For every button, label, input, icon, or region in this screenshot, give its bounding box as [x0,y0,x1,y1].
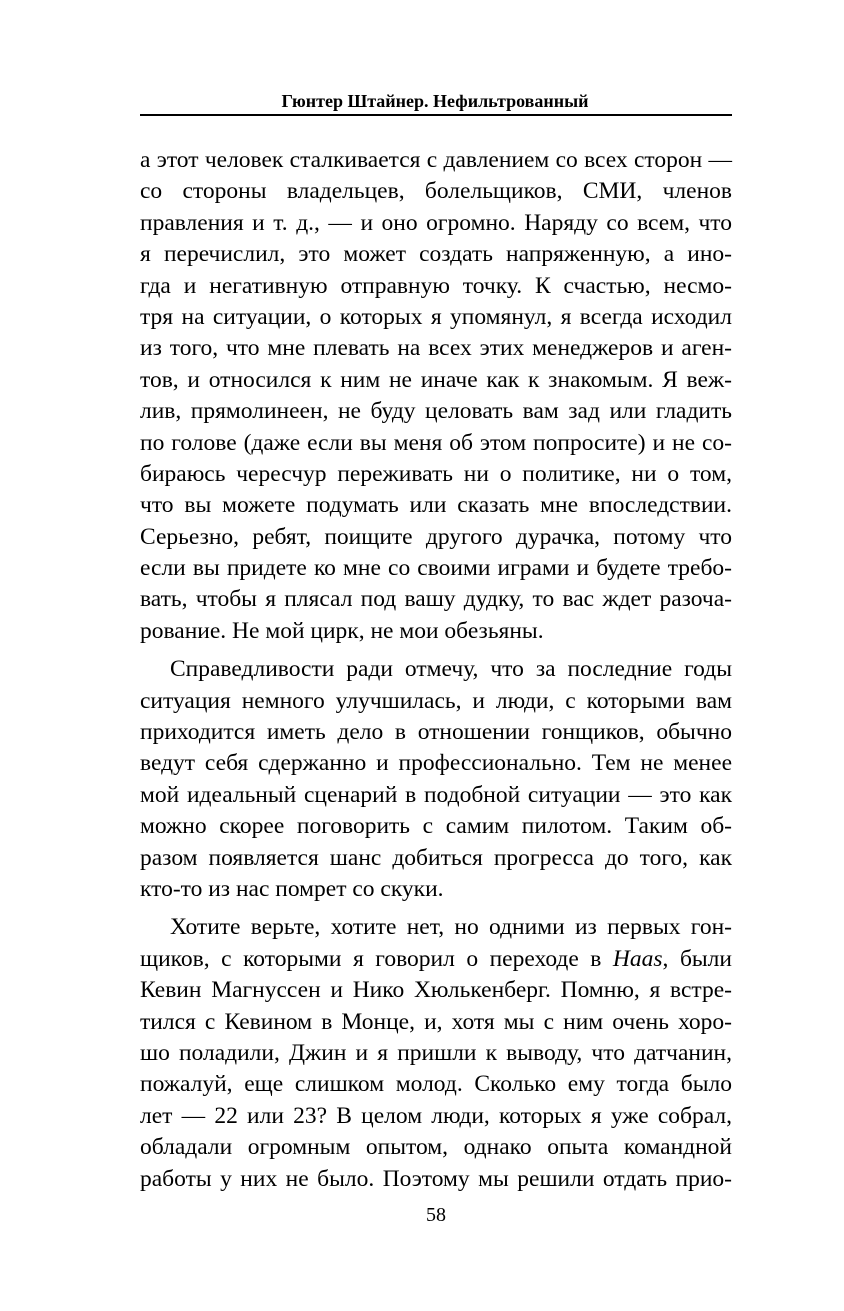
text-segment: щиков, с которыми я говорил о переходе в [140,945,613,972]
text-line: тов, и относился к ним не иначе как к знакомым. Я веж- [140,366,732,393]
text-line: приходится иметь дело в отношении гонщиков, обычно [140,719,732,746]
text-line: я перечислил, это может создать напряженную, а ино- [140,241,732,268]
text-line: если вы придете ко мне со своими играми и будете требо- [140,555,732,582]
text-line: тился с Кевином в Монце, и, хотя мы с ним очень хоро- [140,1008,732,1035]
paragraph-3 [140,912,732,1195]
text-line: что вы можете подумать или сказать мне впоследствии. [140,492,732,519]
text-line: мой идеальный сценарий в подобной ситуации — это как [140,781,732,808]
team-name-italic: Haas [612,945,663,972]
text-line: а этот человек сталкивается с давлением со всех сторон — [140,147,732,173]
text-line: тря на ситуации, о которых я упомянул, я всегда исходил [140,303,732,330]
text-line [140,944,732,975]
text-line: со стороны владельцев, болельщиков, СМИ, членов [140,178,732,205]
text-line: обладали огромным опытом, однако опыта командной [140,1134,732,1161]
text-line: лив, прямолинеен, не буду целовать вам зад или гладить [140,398,732,425]
text-line: пожалуй, еще слишком молод. Сколько ему тогда было [140,1071,732,1098]
text-line: Кевин Магнуссен и Нико Хюлькенберг. Помню, я встре- [140,977,732,1004]
text-line: правления и т. д., — и оно огромно. Наряду со всем, что [140,209,732,236]
text-line: шо поладили, Джин и я пришли к выводу, что датчанин, [140,1039,732,1066]
page-number: 58 [426,1204,446,1226]
text-line: из того, что мне плевать на всех этих менеджеров и аген- [140,335,732,362]
text-line: Справедливости ради отмечу, что за последние годы [170,656,732,683]
header-rule [140,114,732,116]
text-line: можно скорее поговорить с самим пилотом. Таким об- [140,813,732,840]
text-line: вать, чтобы я плясал под вашу дудку, то вас ждет разоча- [140,586,732,613]
text-segment: , были [662,945,732,972]
text-line: ведут себя сдержанно и профессионально. Тем не менее [140,750,732,777]
paragraph-1 [140,145,732,647]
text-line: лет — 22 или 23? В целом люди, которых я уже собрал, [140,1102,732,1129]
paragraph-2 [140,654,732,905]
text-line: ситуация немного улучшилась, и люди, с которыми вам [140,687,732,714]
text-line: работы у них не было. Поэтому мы решили отдать прио- [140,1165,732,1192]
text-line: разом появляется шанс добиться прогресса до того, как [140,844,732,871]
text-line: бираюсь чересчур переживать ни о политике, ни о том, [140,460,732,487]
running-title: Гюнтер Штайнер. Нефильтрованный [281,91,589,111]
text-line: Хотите верьте, хотите нет, но одними из первых гон- [170,914,732,941]
text-line: по голове (даже если вы меня об этом попросите) и не со- [140,429,732,456]
text-line: гда и негативную отправную точку. К счастью, несмо- [140,272,732,299]
text-line: кто-то из нас помрет со скуки. [140,875,444,902]
text-line: Серьезно, ребят, поищите другого дурачка, потому что [140,523,732,550]
text-line: рование. Не мой цирк, не мои обезьяны. [140,617,544,644]
body-text [140,145,732,1195]
